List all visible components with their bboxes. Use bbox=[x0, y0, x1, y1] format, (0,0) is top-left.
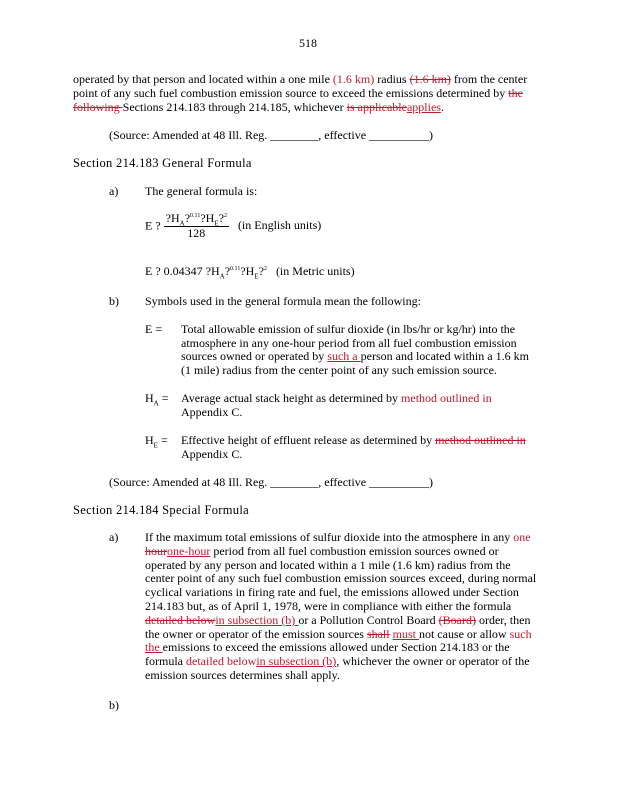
insertion: detailed below bbox=[186, 654, 257, 669]
body-line: cyclical variations in firing rate and fuel, the emissions allowed under Section bbox=[145, 585, 519, 600]
body-line bbox=[145, 628, 536, 642]
definition-line bbox=[181, 434, 526, 448]
intro-line-3 bbox=[73, 101, 444, 115]
equation-denominator: 128 bbox=[187, 225, 206, 240]
equation-fraction bbox=[164, 212, 229, 240]
intro-text: from the center bbox=[450, 72, 528, 86]
definition-line bbox=[181, 392, 492, 406]
body-line: center point of any such fuel combustion emission sources exceed, during normal bbox=[145, 571, 537, 586]
body-text: order, then bbox=[475, 612, 531, 627]
eq-part: ?H bbox=[200, 211, 215, 225]
eq-part: ?H bbox=[240, 264, 255, 278]
eq-sub: E bbox=[254, 272, 259, 281]
deletion: is applicable bbox=[346, 100, 407, 114]
term-sub: E bbox=[153, 441, 158, 450]
equation-note: (in Metric units) bbox=[275, 264, 355, 278]
insertion: method outlined in bbox=[401, 391, 492, 405]
source-note: (Source: Amended at 48 Ill. Reg. ________, effective __________) bbox=[109, 475, 434, 489]
subsection-label: a) bbox=[109, 184, 119, 198]
body-text: emissions to exceed the emissions allowed under Section 214.183 or the bbox=[162, 640, 510, 655]
definition-term bbox=[145, 392, 169, 406]
body-text: the owner or operator of the emission sources bbox=[145, 626, 367, 641]
definition-he bbox=[181, 434, 526, 461]
deletion: hour bbox=[145, 543, 167, 558]
eq-part: ?H bbox=[165, 211, 180, 225]
body-line bbox=[145, 641, 536, 655]
body-line bbox=[145, 655, 536, 669]
body-line bbox=[145, 545, 536, 559]
intro-line-1 bbox=[73, 73, 527, 87]
eq-sub: A bbox=[179, 219, 185, 228]
body-line: emission sources determines shall apply. bbox=[145, 667, 340, 682]
body-text: , whichever the owner or operator of the bbox=[336, 654, 530, 669]
eq-sub: E bbox=[214, 219, 219, 228]
deletion: method outlined in bbox=[435, 433, 526, 447]
definition-text: Effective height of effluent release as determined by bbox=[181, 433, 436, 447]
source-note: (Source: Amended at 48 Ill. Reg. ________, effective __________) bbox=[109, 128, 434, 142]
intro-text: operated by that person and located within a one mile bbox=[73, 72, 333, 86]
intro-text: radius bbox=[374, 72, 410, 86]
term-sub: A bbox=[153, 399, 159, 408]
body-text: If the maximum total emissions of sulfur dioxide into the atmosphere in any bbox=[145, 530, 514, 544]
equation-lhs: E ? bbox=[145, 218, 161, 233]
body-line: 214.183 but, as of April 1, 1978, were in compliance with either the formula bbox=[145, 598, 512, 613]
insertion: such a bbox=[327, 349, 361, 363]
intro-text: Sections 214.183 through 214.185, whichever bbox=[122, 100, 347, 114]
eq-sub: A bbox=[219, 272, 225, 281]
body-text: period from all fuel combustion emission sources owned or bbox=[210, 543, 499, 558]
subsection-a-body bbox=[145, 531, 536, 683]
insertion: applies bbox=[406, 100, 441, 114]
insertion: in subsection (b) bbox=[256, 654, 337, 669]
definition-line: (1 mile) radius from the center point of any such emission source. bbox=[181, 362, 497, 377]
insertion: the bbox=[145, 640, 163, 655]
definition-line: atmosphere in any one-hour period from all fuel combustion emission bbox=[181, 335, 517, 350]
eq-sup: 2 bbox=[263, 266, 267, 272]
definition-line: Appendix C. bbox=[181, 446, 243, 461]
definition-text: person and located within a 1.6 km bbox=[360, 349, 529, 363]
equation-note: (in English units) bbox=[237, 218, 322, 233]
term-text: H bbox=[145, 391, 154, 405]
body-text: or a Pollution Control Board bbox=[298, 612, 439, 627]
eq-sup: 0.11 bbox=[230, 266, 241, 272]
eq-part: E ? 0.04347 ?H bbox=[145, 264, 220, 278]
deletion: following bbox=[73, 100, 123, 114]
insertion: such bbox=[509, 626, 532, 641]
definition-ha bbox=[181, 392, 492, 419]
definition-line bbox=[181, 350, 529, 364]
definition-line: Appendix C. bbox=[181, 404, 243, 419]
eq-part: ? bbox=[258, 264, 264, 278]
eq-part: ? bbox=[184, 211, 191, 225]
insertion: (1.6 km) bbox=[332, 72, 375, 86]
deletion: the bbox=[508, 86, 523, 100]
definition-text: sources owned or operated by bbox=[181, 349, 328, 363]
subsection-label: b) bbox=[109, 698, 119, 712]
subsection-text: Symbols used in the general formula mean the following: bbox=[145, 294, 421, 308]
equation-english bbox=[145, 212, 321, 240]
definition-line: Total allowable emission of sulfur dioxide (in lbs/hr or kg/hr) into the bbox=[181, 322, 516, 336]
intro-line-2 bbox=[73, 87, 523, 101]
eq-sup: 2 bbox=[223, 213, 227, 219]
body-text: not cause or allow bbox=[418, 626, 510, 641]
term-text: = bbox=[157, 433, 168, 447]
body-line bbox=[145, 531, 536, 545]
insertion: one-hour bbox=[167, 543, 211, 558]
term-text: H bbox=[145, 433, 154, 447]
definition-e bbox=[181, 323, 529, 377]
subsection-text: The general formula is: bbox=[145, 184, 258, 198]
deletion: (Board) bbox=[438, 612, 476, 627]
equation-numerator bbox=[164, 212, 229, 227]
eq-part: ? bbox=[218, 211, 224, 225]
section-heading: Section 214.183 General Formula bbox=[73, 156, 252, 170]
insertion: one bbox=[513, 530, 531, 544]
intro-text: point of any such fuel combustion emission source to exceed the emissions determined by bbox=[73, 86, 509, 100]
subsection-label: a) bbox=[109, 530, 119, 544]
deletion: detailed below bbox=[145, 612, 216, 627]
definition-text: Average actual stack height as determined by bbox=[181, 391, 402, 405]
body-line: operated by any person and located within a 1 mile (1.6 km) radius from the bbox=[145, 557, 511, 572]
term-text: = bbox=[158, 391, 169, 405]
subsection-label: b) bbox=[109, 294, 119, 308]
definition-term: E = bbox=[145, 322, 163, 336]
insertion: in subsection (b) bbox=[215, 612, 299, 627]
definition-term bbox=[145, 434, 168, 448]
equation-metric bbox=[145, 265, 355, 279]
page-number: 518 bbox=[299, 36, 317, 50]
eq-sup: 0.11 bbox=[190, 213, 201, 219]
body-line bbox=[145, 614, 536, 628]
intro-text: . bbox=[440, 100, 444, 114]
body-text: formula bbox=[145, 654, 186, 669]
deletion: shall bbox=[366, 626, 390, 641]
deletion: (1.6 km) bbox=[409, 72, 451, 86]
eq-part: ? bbox=[224, 264, 231, 278]
section-heading: Section 214.184 Special Formula bbox=[73, 503, 249, 517]
insertion: must bbox=[392, 626, 419, 641]
